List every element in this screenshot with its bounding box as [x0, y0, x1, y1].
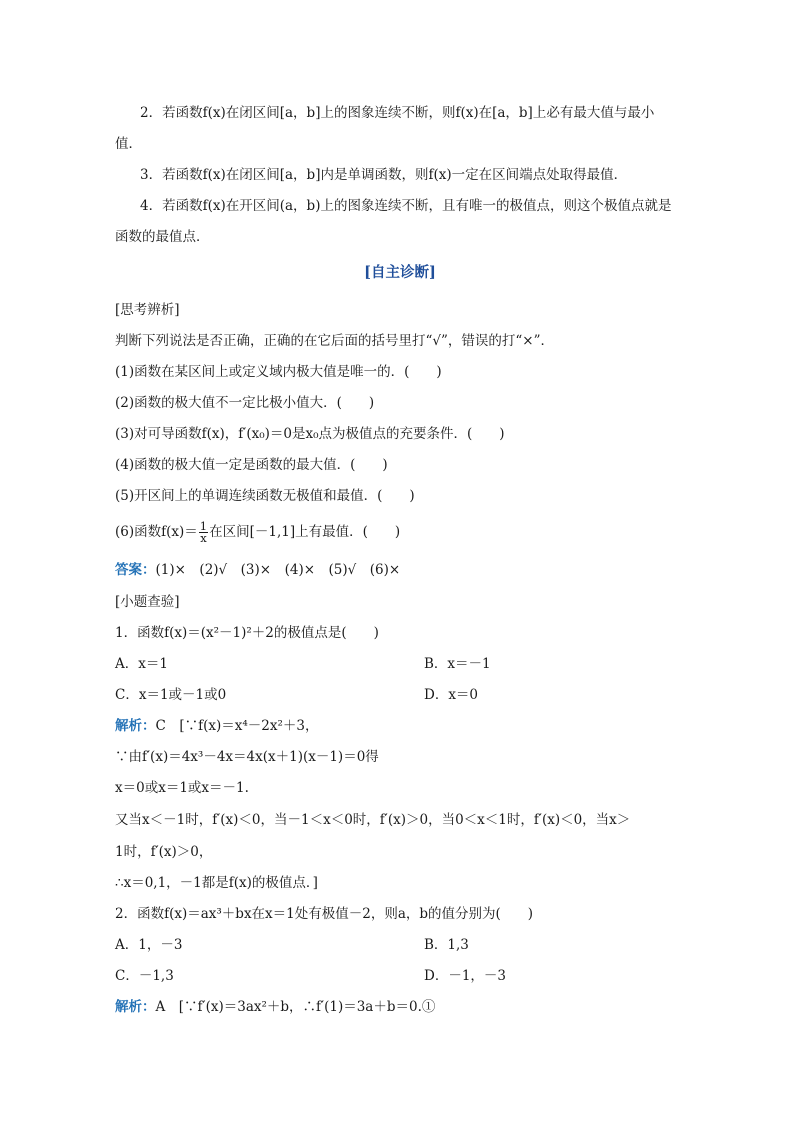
- point-2-line-1: 2．若函数f(x)在闭区间[a，b]上的图象连续不断，则f(x)在[a，b]上必有最大值与最小: [140, 105, 655, 121]
- point-3: 3．若函数f(x)在闭区间[a，b]内是单调函数，则f(x)一定在区间端点处取得最值．: [140, 167, 628, 183]
- thinking-answer: [115, 560, 685, 580]
- item-6-prefix: (6)函数f(x)＝: [115, 524, 198, 540]
- q2-analysis: [115, 997, 685, 1017]
- thinking-instruction: 判断下列说法是否正确，正确的在它后面的括号里打“√”，错误的打“×”．: [115, 333, 555, 349]
- q2-stem: 2．函数f(x)＝ax³＋bx在x＝1处有极值－2，则a，b的值分别为( ): [115, 906, 534, 922]
- q1-analysis-4: 又当x＜－1时，f′(x)＜0，当－1＜x＜0时，f′(x)＞0，当0＜x＜1时，f′(x)＜0，当x＞: [115, 812, 631, 828]
- q1-analysis-1: [115, 716, 685, 736]
- thinking-item-6: [115, 521, 685, 544]
- item-6-suffix: 在区间[－1,1]上有最值．( ): [209, 524, 401, 540]
- fraction-denominator: x: [200, 531, 207, 545]
- q2-analysis-text: A [∵f′(x)＝3ax²＋b，∴f′(1)＝3a＋b＝0.①: [155, 999, 436, 1015]
- q1-analysis-6: ∴x＝0,1，－1都是f(x)的极值点．]: [115, 875, 318, 891]
- q1-option-a: A．x＝1: [115, 656, 168, 672]
- answer-text: (1)× (2)√ (3)× (4)× (5)√ (6)×: [155, 562, 401, 578]
- quiz-label: [小题查验]: [115, 594, 180, 610]
- q1-analysis-5: 1时，f′(x)＞0，: [115, 844, 213, 860]
- q1-analysis-2: ∵由f′(x)＝4x³－4x＝4x(x＋1)(x－1)＝0得: [115, 749, 379, 765]
- point-4-line-2: 函数的最值点．: [115, 229, 210, 245]
- fraction-numerator: 1: [199, 519, 208, 533]
- q1-analysis-text: C [∵f(x)＝x⁴－2x²＋3，: [155, 718, 319, 734]
- thinking-item-3: (3)对可导函数f(x)，f′(x₀)＝0是x₀点为极值点的充要条件．( ): [115, 426, 505, 442]
- q1-option-b: B．x＝－1: [424, 656, 491, 672]
- section-title: [自主诊断]: [364, 264, 436, 281]
- point-4-line-1: 4．若函数f(x)在开区间(a，b)上的图象连续不断，且有唯一的极值点，则这个极值点就是: [140, 198, 672, 214]
- point-2-line-2: 值．: [115, 136, 142, 152]
- q1-stem: 1．函数f(x)＝(x²－1)²＋2的极值点是( ): [115, 625, 379, 641]
- q2-option-c: C．－1,3: [115, 968, 174, 984]
- thinking-label: [思考辨析]: [115, 302, 180, 318]
- fraction-1-over-x: [199, 521, 208, 544]
- q2-analysis-label: 解析：: [115, 999, 156, 1015]
- q2-option-d: D．－1，－3: [424, 968, 507, 984]
- q2-option-b: B．1,3: [424, 937, 469, 953]
- thinking-item-5: (5)开区间上的单调连续函数无极值和最值．( ): [115, 488, 415, 504]
- answer-label: 答案：: [115, 562, 156, 578]
- thinking-item-4: (4)函数的极大值一定是函数的最大值．( ): [115, 457, 388, 473]
- thinking-item-1: (1)函数在某区间上或定义域内极大值是唯一的．( ): [115, 364, 442, 380]
- q2-option-a: A．1，－3: [115, 937, 183, 953]
- q1-option-c: C．x＝1或－1或0: [115, 687, 227, 703]
- q1-option-d: D．x＝0: [424, 687, 479, 703]
- q1-analysis-3: x＝0或x＝1或x＝－1.: [115, 780, 249, 796]
- q1-analysis-label: 解析：: [115, 718, 156, 734]
- thinking-item-2: (2)函数的极大值不一定比极小值大．( ): [115, 395, 375, 411]
